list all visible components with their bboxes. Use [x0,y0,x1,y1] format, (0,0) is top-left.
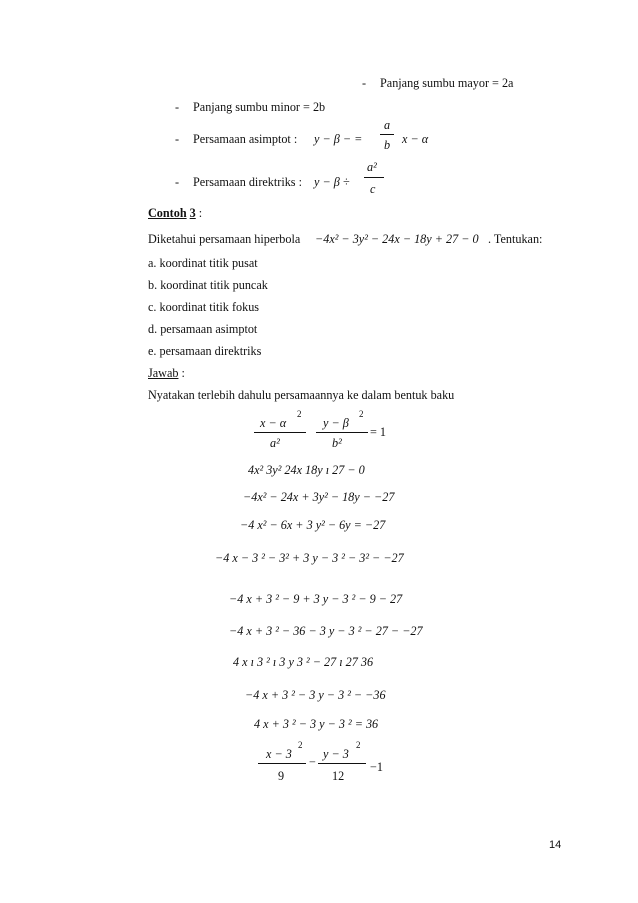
exponent: 2 [297,409,302,419]
asymptote-lhs: y − β − = [314,132,363,146]
exponent: 2 [298,740,303,750]
fraction-bar [318,763,366,764]
standard-numerator-1: x − α [260,416,287,430]
directrix-lhs: y − β ÷ [314,175,350,189]
example-heading [148,206,202,221]
standard-numerator-2: y − β [323,416,349,430]
final-denominator-1: 9 [278,769,285,783]
example-heading-colon: : [198,206,203,220]
answer-heading [148,366,185,381]
final-numerator-1: x − 3 [266,747,292,761]
step-line: −4 x − 3 ² − 3² + 3 y − 3 ² − 3² − −27 [215,551,404,565]
answer-intro: Nyatakan terlebih dahulu persamaannya ke dalam bentuk baku [148,388,455,402]
step-line: −4x² − 24x + 3y² − 18y − −27 [243,490,395,504]
problem-equation: −4x² − 3y² − 24x − 18y + 27 − 0 [315,232,479,246]
minor-axis-text: Panjang sumbu minor = 2b [193,100,326,114]
task-item: c. koordinat titik fokus [148,300,260,314]
directrix-label: Persamaan direktriks : [193,175,302,189]
mayor-axis-text: Panjang sumbu mayor = 2a [380,76,514,90]
step-line: −4 x + 3 ² − 36 − 3 y − 3 ² − 27 − −27 [229,624,423,638]
step-line: 4 x + 3 ² − 3 y − 3 ² = 36 [254,717,379,731]
directrix-numerator: a² [367,160,377,174]
fraction-bar [380,134,394,135]
exponent: 2 [356,740,361,750]
standard-denominator-2: b² [332,436,342,450]
asymptote-numerator: a [384,118,391,132]
step-line: 4x² 3y² 24x 18y ı 27 − 0 [248,463,365,477]
fraction-bar [254,432,306,433]
bullet-dash: - [175,132,180,146]
standard-denominator-1: a² [270,436,280,450]
page-number: 14 [549,839,562,851]
directrix-denominator: c [370,182,376,196]
exponent: 2 [359,409,364,419]
asymptote-denominator: b [384,138,391,152]
asymptote-rhs: x − α [402,132,429,146]
final-numerator-2: y − 3 [323,747,349,761]
example-heading-number: 3 [189,206,196,220]
fraction-bar [316,432,368,433]
step-line: 4 x ı 3 ² ı 3 y 3 ² − 27 ı 27 36 [233,655,374,669]
step-line: −4 x + 3 ² − 3 y − 3 ² − −36 [245,688,386,702]
task-item: e. persamaan direktriks [148,344,262,358]
final-rhs: −1 [370,760,383,774]
bullet-dash: - [175,175,180,189]
answer-label: Jawab [148,366,179,380]
asymptote-label: Persamaan asimptot : [193,132,298,146]
task-item: a. koordinat titik pusat [148,256,258,270]
final-minus: − [309,755,316,769]
answer-colon: : [181,366,185,380]
step-line: −4 x + 3 ² − 9 + 3 y − 3 ² − 9 − 27 [229,592,403,606]
step-line: −4 x² − 6x + 3 y² − 6y = −27 [240,518,386,532]
bullet-dash: - [362,76,367,90]
fraction-bar [258,763,306,764]
final-denominator-2: 12 [332,769,345,783]
example-heading-label: Contoh [148,206,187,220]
bullet-dash: - [175,100,180,114]
task-item: d. persamaan asimptot [148,322,258,336]
problem-intro: Diketahui persamaan hiperbola [148,232,301,246]
task-item: b. koordinat titik puncak [148,278,268,292]
fraction-bar [364,177,384,178]
standard-rhs: = 1 [370,425,387,439]
problem-after: . Tentukan: [488,232,543,246]
